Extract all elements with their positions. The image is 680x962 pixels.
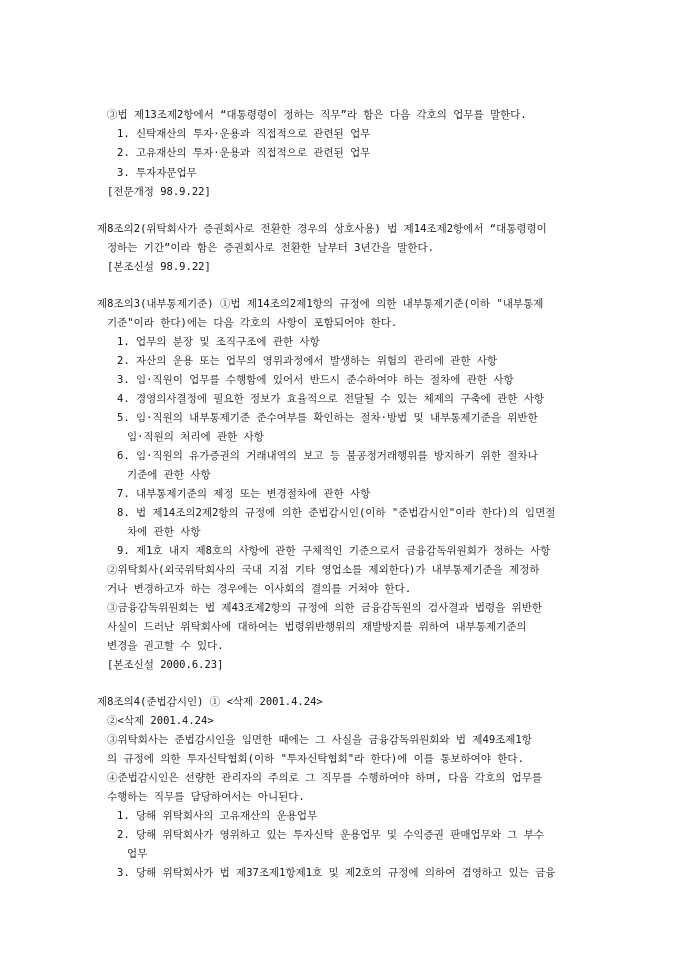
list-item: 8. 법 제14조의2제2항의 규정에 의한 준법감시인(이하 "준법감시인"이라 한다)의 임면절 (117, 507, 556, 519)
list-item: 1. 업무의 분장 및 조직구조에 관한 사항 (117, 336, 320, 348)
paragraph-line: 정하는 기간”이라 함은 증권회사로 전환한 날부터 3년간을 말한다. (107, 242, 434, 254)
paragraph-line: ③금융감독위원회는 법 제43조제2항의 규정에 의한 금융감독원의 검사결과 법령을 위반한 (107, 602, 543, 614)
paragraph-line: ③법 제13조제2항에서 “대통령령이 정하는 직무”라 함은 다음 각호의 업무를 말한다. (107, 109, 527, 121)
amendment-note: [본조신설 2000.6.23] (107, 659, 224, 671)
list-item: 2. 당해 위탁회사가 영위하고 있는 투자신탁 운용업무 및 수익증권 판매업무와 그 부수 (117, 829, 545, 841)
article-heading-line: 제8조의3(내부통제기준) ①법 제14조의2제1항의 규정에 의한 내부통제기준(이하 "내부통제 (97, 298, 544, 310)
paragraph-line: 변경을 권고할 수 있다. (107, 640, 224, 652)
list-item: 5. 임·직원의 내부통제기준 준수여부를 확인하는 절차·방법 및 내부통제기준을 위반한 (117, 412, 538, 424)
paragraph-line: 거나 변경하고자 하는 경우에는 이사회의 결의를 거쳐야 한다. (107, 583, 412, 595)
paragraph-line: ②위탁회사(외국위탁회사의 국내 지점 기타 영업소를 제외한다)가 내부통제기준을 제정하 (107, 564, 540, 576)
list-item: 2. 자산의 운용 또는 업무의 영위과정에서 발생하는 위험의 관리에 관한 사항 (117, 355, 498, 367)
list-item-continuation: 임·직원의 처리에 관한 사항 (127, 431, 264, 443)
list-item: 3. 투자자문업무 (117, 167, 197, 179)
list-item: 1. 당해 위탁회사의 고유재산의 운용업무 (117, 810, 318, 822)
article-heading-line: 제8조의4(준법감시인) ① <삭제 2001.4.24> (97, 696, 323, 708)
list-item: 1. 신탁재산의 투자·운용과 직접적으로 관련된 업무 (117, 128, 371, 140)
list-item: 7. 내부통제기준의 제정 또는 변경절차에 관한 사항 (117, 488, 371, 500)
list-item: 9. 제1호 내지 제8호의 사항에 관한 구체적인 기준으로서 금융감독위원회가 정하는 사항 (117, 545, 551, 557)
list-item: 4. 경영의사결정에 필요한 정보가 효율적으로 전달될 수 있는 체제의 구축에 관한 사항 (117, 393, 545, 405)
list-item: 3. 당해 위탁회사가 법 제37조제1항제1호 및 제2호의 규정에 의하여 겸영하고 있는 금융 (117, 867, 556, 879)
list-item: 2. 고유재산의 투자·운용과 직접적으로 관련된 업무 (117, 147, 371, 159)
list-item-continuation: 기준에 관한 사항 (127, 469, 211, 481)
paragraph-line: 사실이 드러난 위탁회사에 대하여는 법령위반행위의 재발방지를 위하여 내부통제기준의 (107, 621, 527, 633)
amendment-note: [본조신설 98.9.22] (107, 261, 211, 273)
amendment-note: [전문개정 98.9.22] (107, 186, 211, 198)
list-item: 6. 임·직원의 유가증권의 거래내역의 보고 등 불공정거래행위를 방지하기 위한 절차나 (117, 450, 538, 462)
paragraph-line: ③위탁회사는 준법감시인을 임면한 때에는 그 사실을 금융감독위원회와 법 제49조제1항 (107, 734, 532, 746)
paragraph-line: 기준"이라 한다)에는 다음 각호의 사항이 포함되어야 한다. (107, 317, 398, 329)
list-item: 3. 임·직원이 업무를 수행함에 있어서 반드시 준수하여야 하는 절차에 관한 사항 (117, 374, 514, 386)
paragraph-line: 의 규정에 의한 투자신탁협회(이하 "투자신탁협회"라 한다)에 이를 통보하여야 한다. (107, 753, 524, 765)
list-item-continuation: 차에 관한 사항 (127, 526, 201, 538)
paragraph-line: ②<삭제 2001.4.24> (107, 715, 214, 727)
list-item-continuation: 업무 (127, 848, 148, 860)
paragraph-line: 수행하는 직무를 담당하여서는 아니된다. (107, 791, 305, 803)
article-heading-line: 제8조의2(위탁회사가 증권회사로 전환한 경우의 상호사용) 법 제14조제2항에서 “대통령령이 (97, 223, 547, 235)
paragraph-line: ④준법감시인은 선량한 관리자의 주의로 그 직무를 수행하여야 하며, 다음 각호의 업무를 (107, 772, 543, 784)
